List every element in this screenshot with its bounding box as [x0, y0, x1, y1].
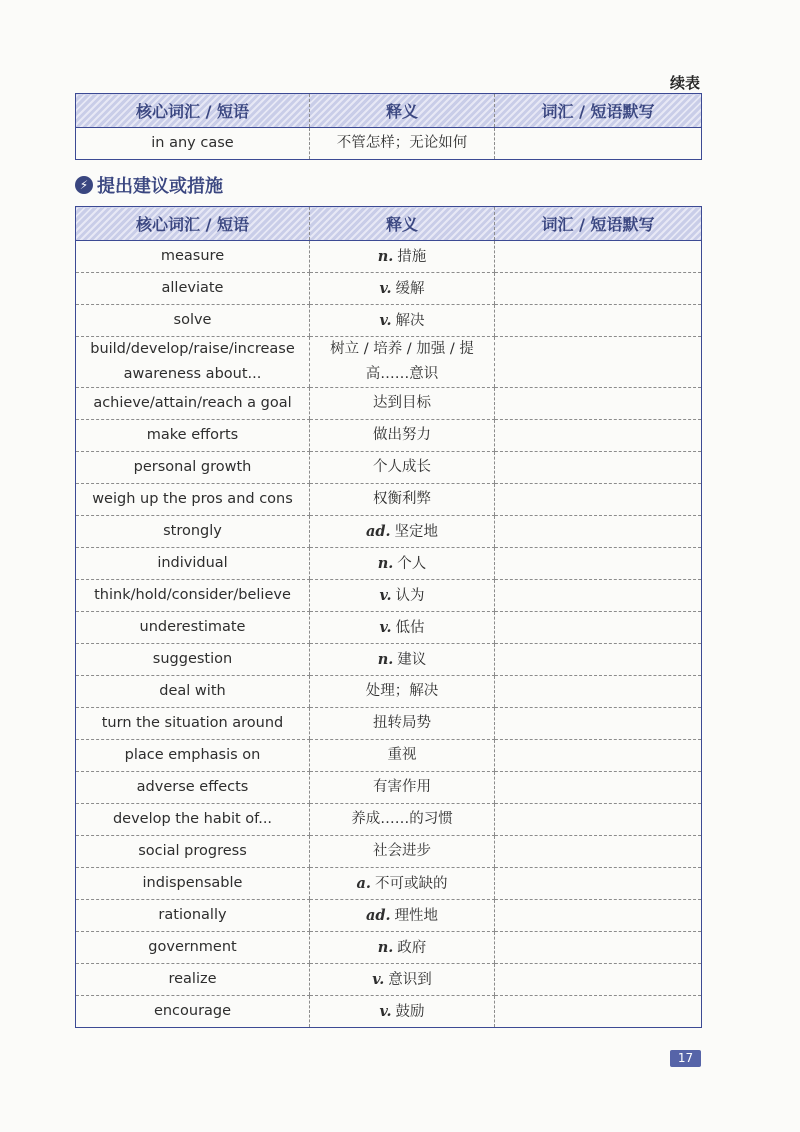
section-title-text: 提出建议或措施	[97, 176, 223, 197]
dictation-blank[interactable]	[495, 612, 702, 644]
meaning-text: 做出努力	[373, 427, 431, 443]
part-of-speech: ad.	[365, 522, 391, 540]
dictation-blank[interactable]	[495, 305, 702, 337]
table-row	[76, 964, 702, 996]
table-row	[76, 804, 702, 836]
meaning-text: 建议	[397, 651, 427, 668]
dictation-blank[interactable]	[495, 900, 702, 932]
meaning-cell	[310, 420, 495, 452]
dictation-blank[interactable]	[495, 868, 702, 900]
part-of-speech: a.	[356, 874, 371, 892]
meaning-cell	[310, 644, 495, 676]
meaning-text: 处理；解决	[365, 683, 439, 699]
dictation-blank[interactable]	[495, 804, 702, 836]
term-cell: adverse effects	[76, 772, 310, 804]
term-cell: realize	[76, 964, 310, 996]
part-of-speech: v.	[379, 618, 392, 636]
meaning-text: 政府	[397, 939, 427, 956]
meaning-cell	[310, 516, 495, 548]
table-row	[76, 580, 702, 612]
part-of-speech: ad.	[365, 906, 391, 924]
meaning-cell	[310, 804, 495, 836]
dictation-blank[interactable]	[495, 548, 702, 580]
meaning-text: 解决	[395, 312, 425, 329]
meaning-text: 认为	[395, 587, 425, 604]
meaning-cell	[310, 580, 495, 612]
part-of-speech: v.	[372, 970, 385, 988]
term-cell: solve	[76, 305, 310, 337]
meaning-cell	[310, 128, 495, 160]
meaning-text: 鼓励	[395, 1003, 425, 1020]
dictation-blank[interactable]	[495, 932, 702, 964]
dictation-blank[interactable]	[495, 580, 702, 612]
dictation-blank[interactable]	[495, 996, 702, 1028]
meaning-cell	[310, 241, 495, 273]
part-of-speech: n.	[377, 650, 394, 668]
meaning-cell	[310, 484, 495, 516]
table-row	[76, 305, 702, 337]
header-dictation: 词汇 / 短语默写	[495, 94, 702, 128]
meaning-cell	[310, 996, 495, 1028]
meaning-text: 个人	[397, 555, 427, 572]
term-cell: social progress	[76, 836, 310, 868]
table-row	[76, 273, 702, 305]
part-of-speech: v.	[379, 1002, 392, 1020]
dictation-blank[interactable]	[495, 964, 702, 996]
table-row	[76, 388, 702, 420]
table-header-row	[76, 94, 702, 128]
term-cell: weigh up the pros and cons	[76, 484, 310, 516]
dictation-blank[interactable]	[495, 772, 702, 804]
meaning-cell	[310, 836, 495, 868]
meaning-text: 理性地	[394, 907, 439, 924]
table-row	[76, 128, 702, 160]
part-of-speech: n.	[377, 554, 394, 572]
meaning-cell	[310, 964, 495, 996]
dictation-blank[interactable]	[495, 484, 702, 516]
vocab-table-continued	[75, 93, 702, 160]
header-term: 核心词汇 / 短语	[76, 94, 310, 128]
meaning-cell	[310, 772, 495, 804]
meaning-cell	[310, 337, 495, 388]
dictation-blank[interactable]	[495, 128, 702, 160]
header-meaning: 释义	[310, 207, 495, 241]
vocab-table-suggestions	[75, 206, 702, 1028]
meaning-cell	[310, 932, 495, 964]
table-row	[76, 420, 702, 452]
lightning-icon: ⚡	[75, 176, 93, 194]
meaning-text: 措施	[397, 248, 427, 265]
term-cell: indispensable	[76, 868, 310, 900]
term-cell: suggestion	[76, 644, 310, 676]
meaning-text: 不可或缺的	[374, 875, 448, 892]
term-cell: government	[76, 932, 310, 964]
header-dictation: 词汇 / 短语默写	[495, 207, 702, 241]
dictation-blank[interactable]	[495, 420, 702, 452]
meaning-text: 养成……的习惯	[351, 811, 453, 827]
dictation-blank[interactable]	[495, 836, 702, 868]
term-cell: underestimate	[76, 612, 310, 644]
term-cell: build/develop/raise/increase awareness about...	[76, 337, 310, 388]
meaning-text: 扭转局势	[373, 715, 431, 731]
table-row	[76, 676, 702, 708]
meaning-cell	[310, 452, 495, 484]
term-cell: strongly	[76, 516, 310, 548]
section-heading	[75, 172, 223, 198]
table-row	[76, 644, 702, 676]
meaning-text: 个人成长	[373, 459, 431, 475]
table-body	[76, 241, 702, 1028]
dictation-blank[interactable]	[495, 337, 702, 388]
meaning-cell	[310, 708, 495, 740]
term-cell: alleviate	[76, 273, 310, 305]
part-of-speech: v.	[379, 586, 392, 604]
table-row	[76, 740, 702, 772]
dictation-blank[interactable]	[495, 644, 702, 676]
meaning-text: 权衡利弊	[373, 491, 431, 507]
table-body	[76, 128, 702, 160]
page-number: 17	[670, 1050, 701, 1067]
term-cell: achieve/attain/reach a goal	[76, 388, 310, 420]
part-of-speech: v.	[379, 311, 392, 329]
meaning-cell	[310, 676, 495, 708]
table-row	[76, 708, 702, 740]
dictation-blank[interactable]	[495, 708, 702, 740]
table-row	[76, 548, 702, 580]
term-cell: develop the habit of...	[76, 804, 310, 836]
part-of-speech: v.	[379, 279, 392, 297]
meaning-cell	[310, 388, 495, 420]
term-cell: encourage	[153, 1003, 232, 1019]
part-of-speech: n.	[377, 938, 394, 956]
meaning-text: 低估	[395, 619, 425, 636]
table-row	[76, 836, 702, 868]
meaning-cell	[310, 868, 495, 900]
table-row	[76, 452, 702, 484]
table-row	[76, 241, 702, 273]
header-meaning: 释义	[310, 94, 495, 128]
table-row	[76, 516, 702, 548]
header-term: 核心词汇 / 短语	[76, 207, 310, 241]
term-cell: deal with	[76, 676, 310, 708]
term-cell: think/hold/consider/believe	[76, 580, 310, 612]
dictation-blank[interactable]	[495, 388, 702, 420]
meaning-cell	[310, 612, 495, 644]
dictation-blank[interactable]	[495, 273, 702, 305]
term-cell: personal growth	[76, 452, 310, 484]
dictation-blank[interactable]	[495, 676, 702, 708]
meaning-text: 树立 / 培养 / 加强 / 提高……意识	[330, 341, 474, 382]
term-cell: measure	[76, 241, 310, 273]
meaning-cell	[310, 900, 495, 932]
dictation-blank[interactable]	[495, 516, 702, 548]
meaning-text: 坚定地	[394, 523, 439, 540]
table-row	[76, 996, 702, 1028]
table-row	[76, 932, 702, 964]
continued-label: 续表	[669, 74, 700, 92]
dictation-blank[interactable]	[495, 452, 702, 484]
table-row	[76, 772, 702, 804]
term-cell: turn the situation around	[76, 708, 310, 740]
table-row	[76, 337, 702, 388]
meaning-text: 不管怎样；无论如何	[336, 135, 468, 151]
meaning-cell	[310, 305, 495, 337]
dictation-blank[interactable]	[495, 241, 702, 273]
term-cell: rationally	[76, 900, 310, 932]
term-cell: make efforts	[76, 420, 310, 452]
meaning-text: 缓解	[395, 280, 425, 297]
term-cell: individual	[76, 548, 310, 580]
table-row	[76, 868, 702, 900]
meaning-text: 意识到	[388, 971, 432, 988]
meaning-text: 有害作用	[373, 779, 431, 795]
table-header-row	[76, 207, 702, 241]
meaning-cell	[310, 740, 495, 772]
meaning-cell	[310, 273, 495, 305]
table-row	[76, 900, 702, 932]
dictation-blank[interactable]	[495, 740, 702, 772]
meaning-cell	[310, 548, 495, 580]
meaning-text: 重视	[387, 747, 417, 763]
term-cell: in any case	[151, 135, 234, 151]
table-row	[76, 484, 702, 516]
part-of-speech: n.	[377, 247, 394, 265]
meaning-text: 社会进步	[373, 843, 431, 859]
meaning-text: 达到目标	[373, 395, 431, 411]
table-row	[76, 612, 702, 644]
term-cell: place emphasis on	[76, 740, 310, 772]
